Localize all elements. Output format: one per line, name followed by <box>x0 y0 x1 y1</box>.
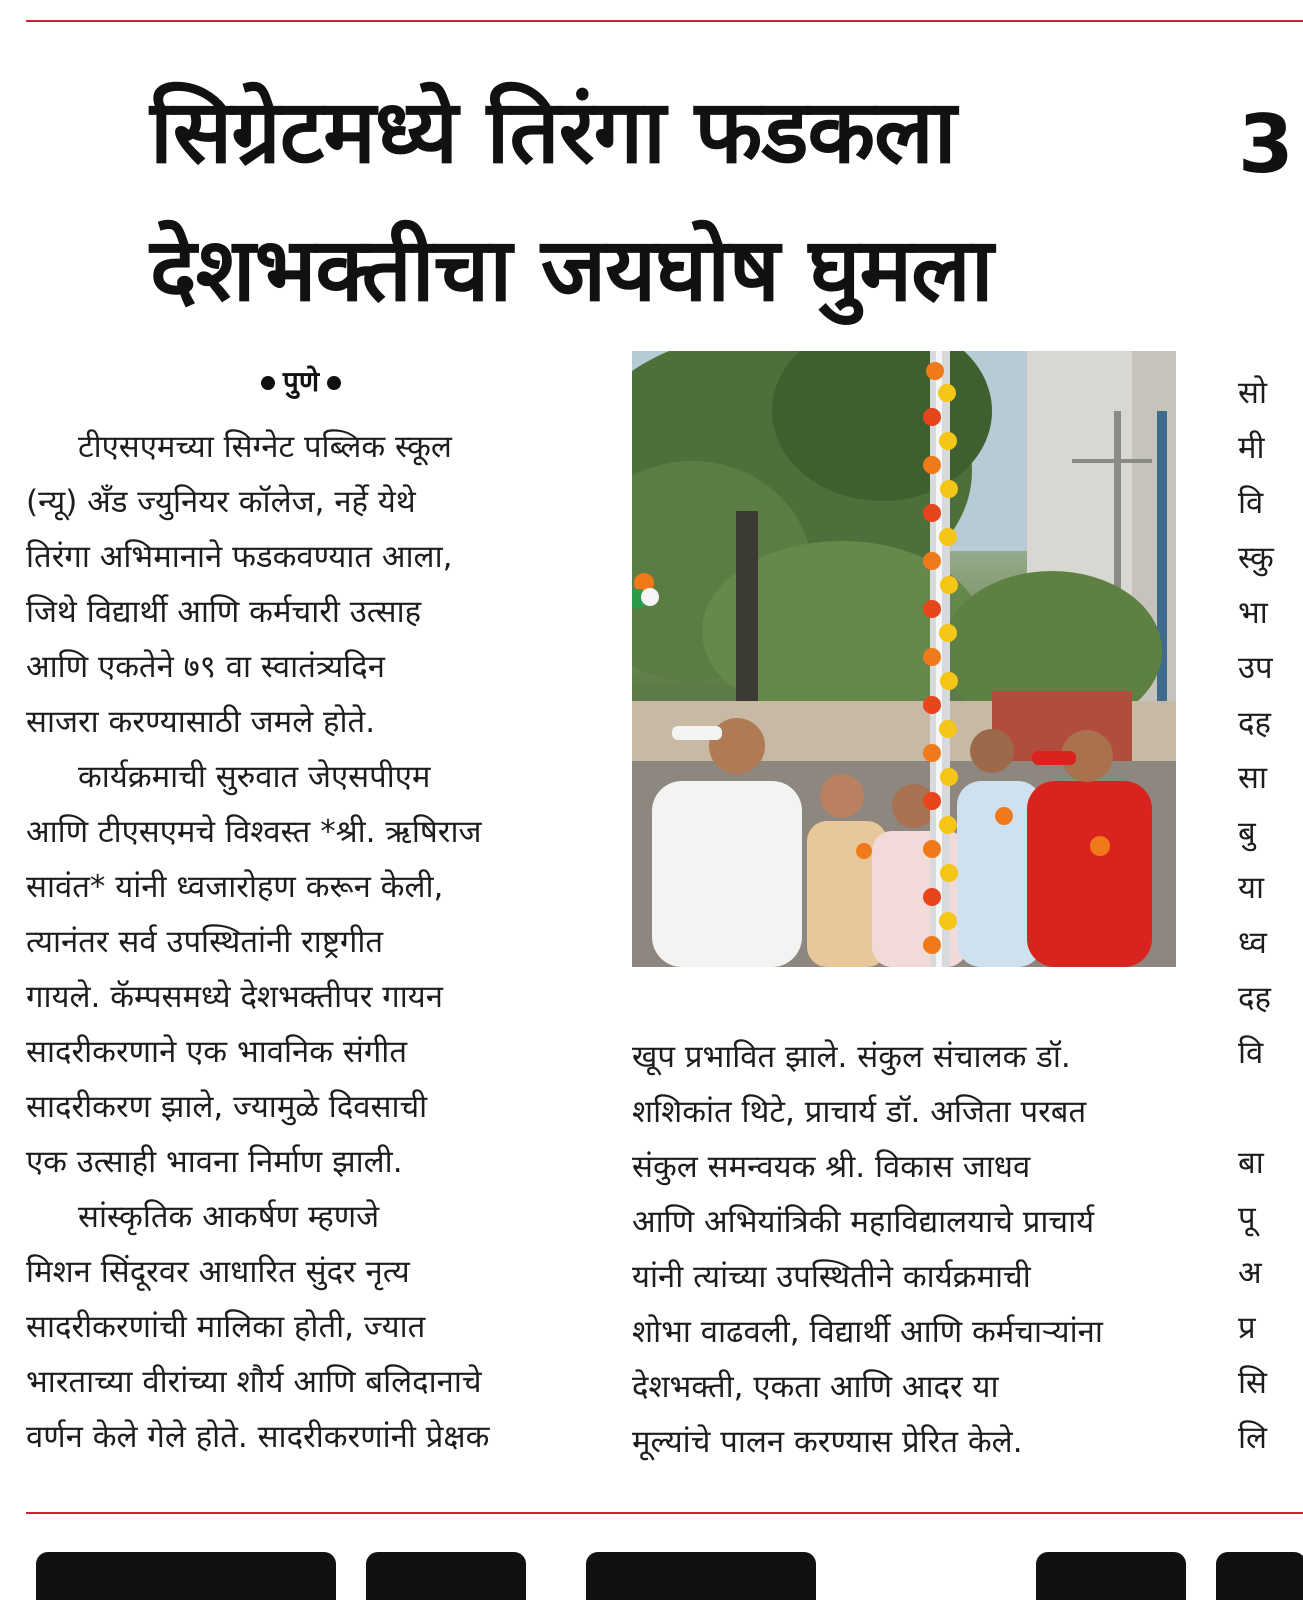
headline-glyph-fragment <box>36 1552 336 1600</box>
bottom-rule <box>26 1512 1303 1514</box>
top-rule <box>26 20 1303 22</box>
text-line: जिथे विद्यार्थी आणि कर्मचारी उत्साह <box>26 594 422 630</box>
text-line: खूप प्रभावित झाले. संकुल संचालक डॉ. <box>632 1039 1071 1075</box>
text-line: त्यानंतर सर्व उपस्थितांनी राष्ट्रगीत <box>26 924 384 960</box>
text-line: सावंत* यांनी ध्वजारोहण करून केली, <box>26 869 444 905</box>
text-line: मूल्यांचे पालन करण्यास प्रेरित केले. <box>632 1424 1023 1460</box>
text-line: पू <box>1238 1200 1256 1236</box>
text-line: सादरीकरण झाले, ज्यामुळे दिवसाची <box>26 1089 428 1125</box>
text-line: शोभा वाढवली, विद्यार्थी आणि कर्मचाऱ्यांना <box>632 1314 1103 1350</box>
text-line: दह <box>1238 705 1271 741</box>
headline-line-2: देशभक्तीचा जयघोष घुमला <box>150 218 993 321</box>
dateline-city: पुणे <box>282 365 320 398</box>
text-line: लि <box>1238 1420 1268 1456</box>
text-line: सो <box>1238 375 1267 411</box>
text-line: देशभक्ती, एकता आणि आदर या <box>632 1369 999 1405</box>
text-line: वि <box>1238 1035 1264 1071</box>
text-line: आणि एकतेने ७९ वा स्वातंत्र्यदिन <box>26 649 385 685</box>
text-line: प्र <box>1238 1310 1256 1346</box>
text-line: सादरीकरणाने एक भावनिक संगीत <box>26 1034 408 1070</box>
text-line: आणि टीएसएमचे विश्वस्त *श्री. ऋषिराज <box>26 814 482 850</box>
headline-line-1: सिग्रेटमध्ये तिरंगा फडकला <box>150 80 956 183</box>
text-line: सादरीकरणांची मालिका होती, ज्यात <box>26 1309 426 1345</box>
text-line: मी <box>1238 430 1265 466</box>
headline-glyph-fragment <box>1036 1552 1186 1600</box>
text-line: यांनी त्यांच्या उपस्थितीने कार्यक्रमाची <box>632 1259 1031 1295</box>
text-line: भा <box>1238 595 1268 631</box>
text-line: वि <box>1238 485 1264 521</box>
text-line: मिशन सिंदूरवर आधारित सुंदर नृत्य <box>26 1254 410 1290</box>
next-article-headline-fragment <box>26 1530 1303 1600</box>
bullet-dot <box>327 376 341 390</box>
text-line: संकुल समन्वयक श्री. विकास जाधव <box>632 1149 1031 1185</box>
text-line: एक उत्साही भावना निर्माण झाली. <box>26 1144 403 1180</box>
text-line: बु <box>1238 815 1256 851</box>
text-line: सि <box>1238 1365 1267 1401</box>
text-line: तिरंगा अभिमानाने फडकवण्यात आला, <box>26 539 453 575</box>
article-column-1 <box>26 420 586 1465</box>
text-line: कार्यक्रमाची सुरुवात जेएसपीएम <box>78 759 431 795</box>
text-line: साजरा करण्यासाठी जमले होते. <box>26 704 376 740</box>
text-line: भारताच्या वीरांच्या शौर्य आणि बलिदानाचे <box>26 1364 482 1400</box>
text-line: अ <box>1238 1255 1262 1291</box>
dateline <box>236 362 366 400</box>
headline-glyph-fragment <box>586 1552 816 1600</box>
text-line: या <box>1238 870 1265 906</box>
adjacent-article-headline: 3 <box>1238 98 1294 191</box>
text-line: दह <box>1238 980 1271 1016</box>
text-line: सा <box>1238 760 1267 796</box>
headline-glyph-fragment <box>366 1552 526 1600</box>
bullet-dot <box>261 376 275 390</box>
flag-hoisting-photo <box>632 351 1176 967</box>
photo-illustration <box>632 351 1176 967</box>
text-line: वर्णन केले गेले होते. सादरीकरणांनी प्रेक्षक <box>26 1419 490 1455</box>
text-line: टीएसएमच्या सिग्नेट पब्लिक स्कूल <box>78 429 452 465</box>
text-line: उप <box>1238 650 1273 686</box>
text-line: ध्व <box>1238 925 1267 961</box>
text-line: स्कु <box>1238 540 1274 576</box>
headline-glyph-fragment <box>1216 1552 1303 1600</box>
text-line: आणि अभियांत्रिकी महाविद्यालयाचे प्राचार्य <box>632 1204 1095 1240</box>
text-line: शशिकांत थिटे, प्राचार्य डॉ. अजिता परबत <box>632 1094 1087 1130</box>
text-line: सांस्कृतिक आकर्षण म्हणजे <box>78 1199 380 1235</box>
article-column-2 <box>632 1030 1192 1470</box>
text-line: बा <box>1238 1145 1264 1181</box>
text-line: (न्यू) अँड ज्युनियर कॉलेज, नर्हे येथे <box>26 484 416 520</box>
adjacent-article-column <box>1238 366 1303 1466</box>
text-line: गायले. कॅम्पसमध्ये देशभक्तीपर गायन <box>26 979 443 1015</box>
text-line <box>1238 1081 1303 1136</box>
